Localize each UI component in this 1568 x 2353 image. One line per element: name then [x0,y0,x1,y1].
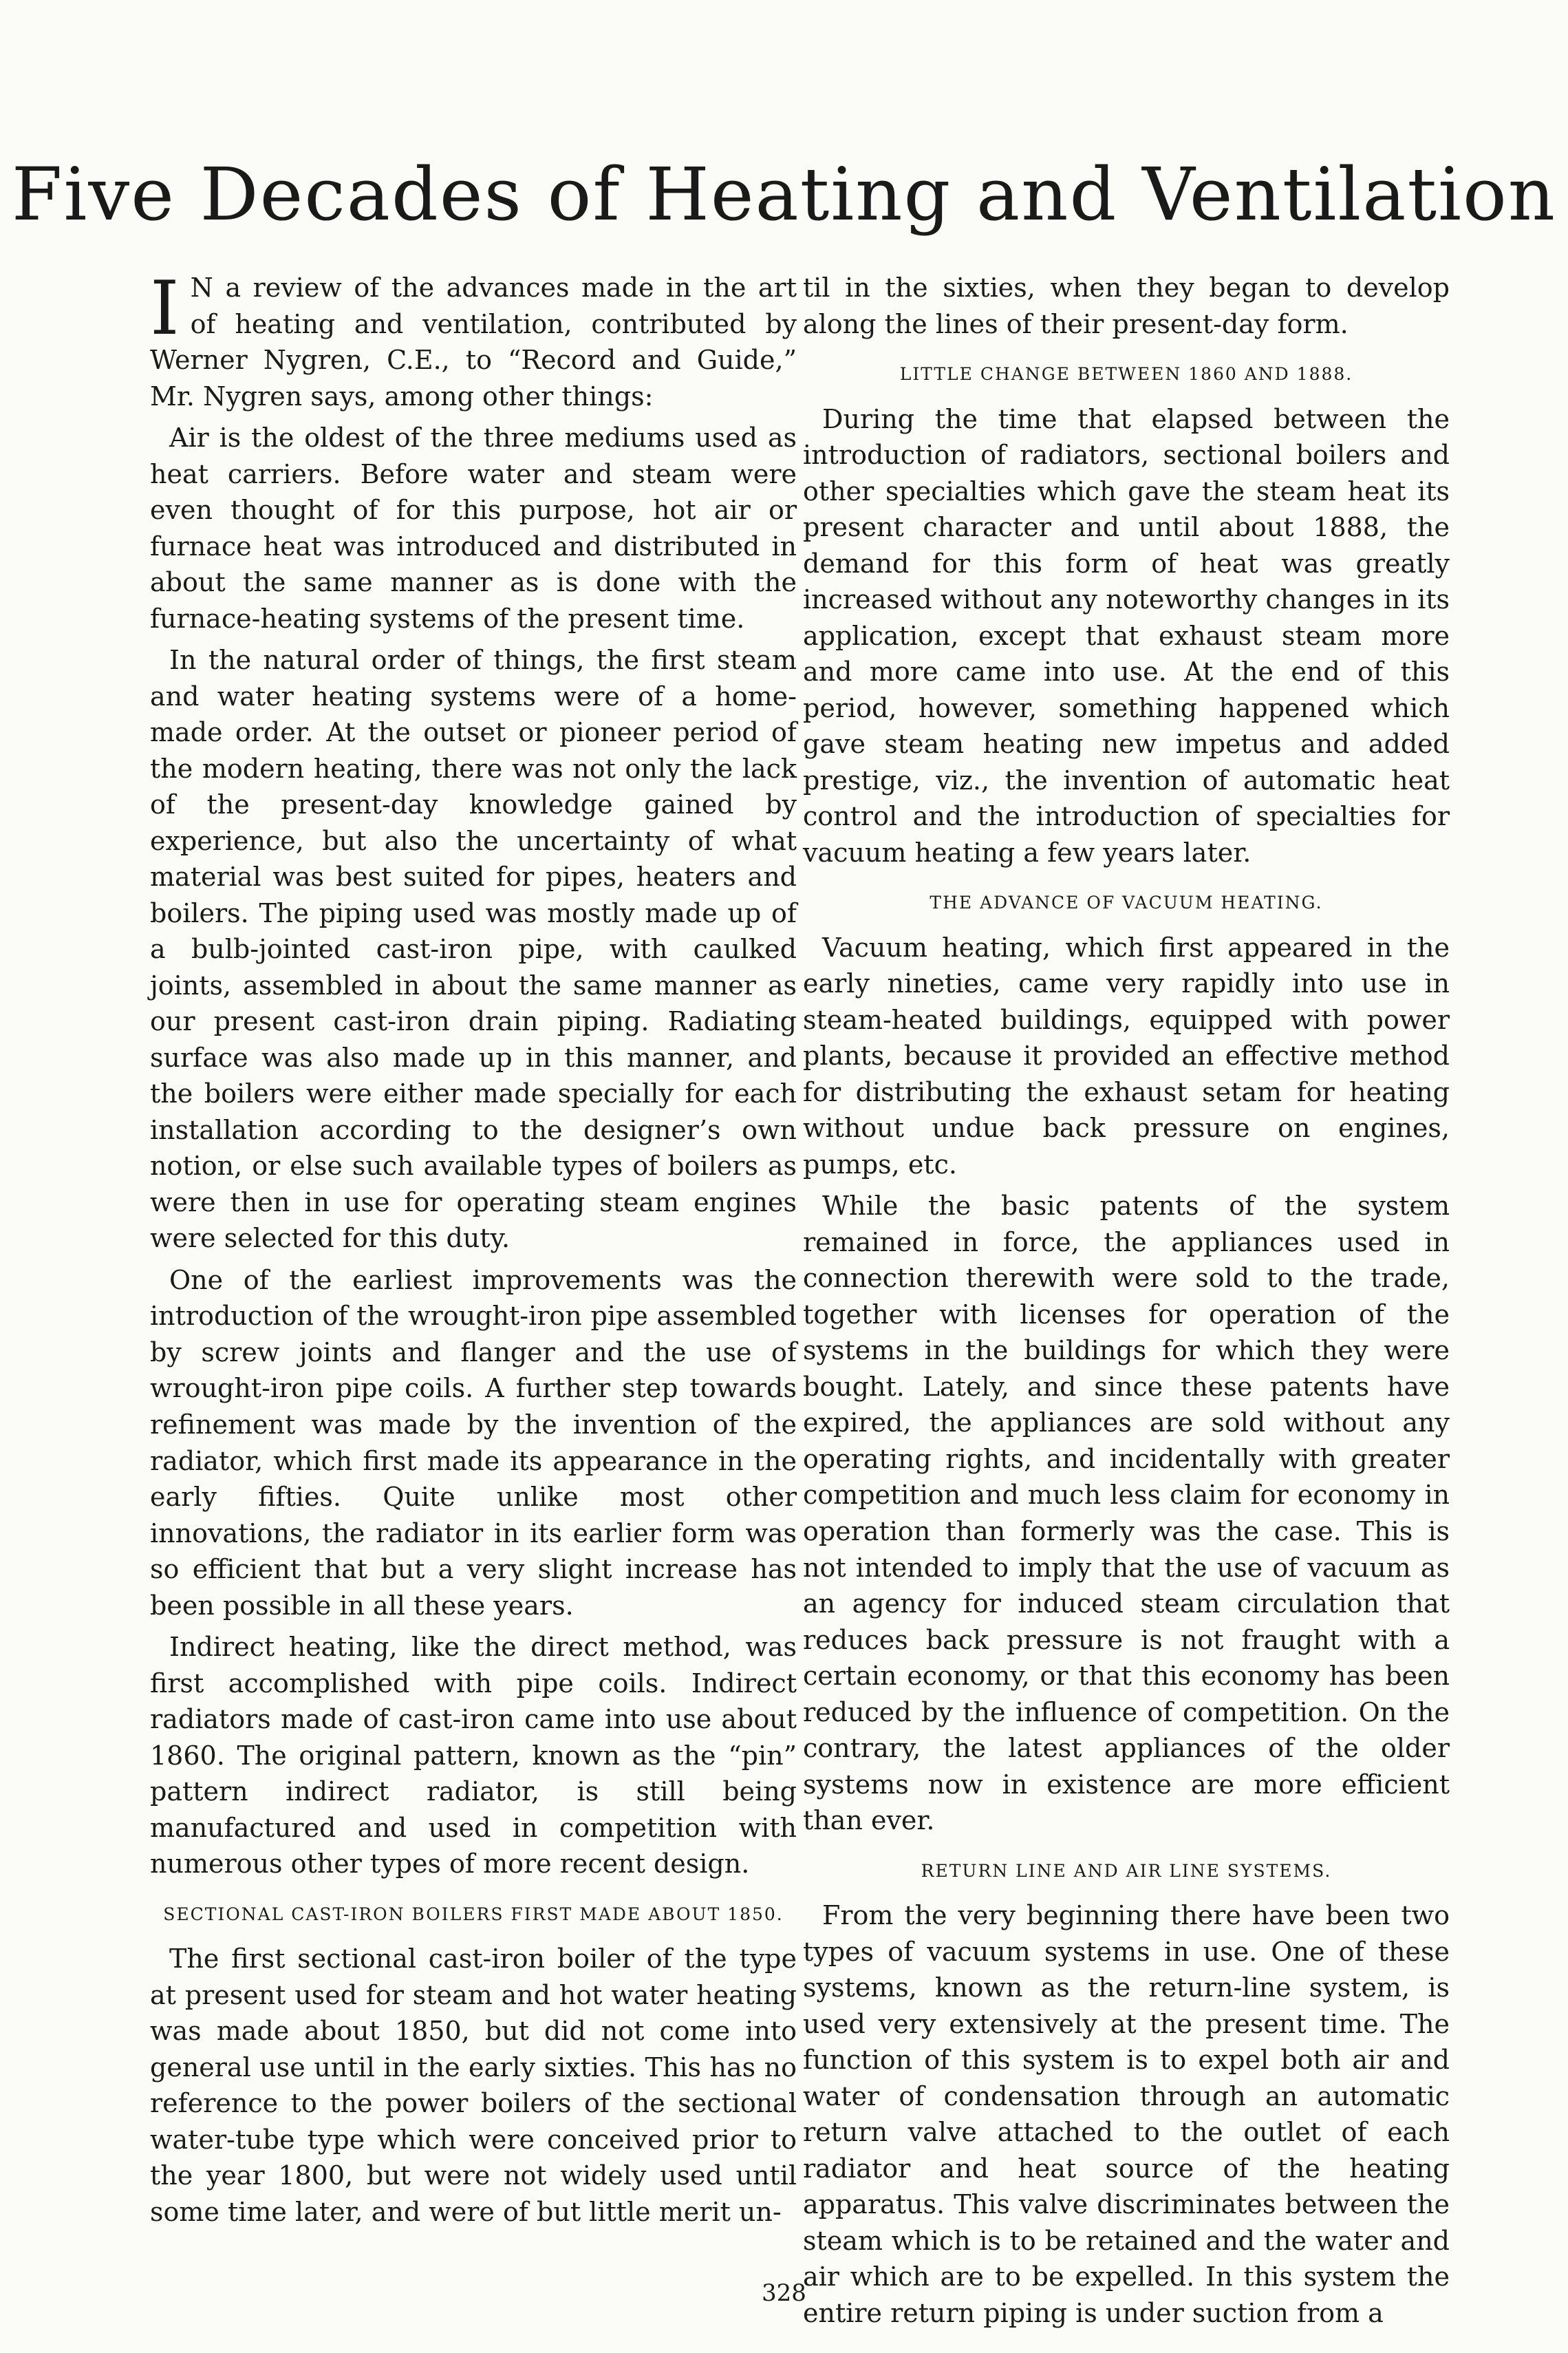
body-paragraph: til in the sixties, when they began to develop along the lines of their present-day form. [803,273,1450,339]
right-column [803,270,1450,2336]
body-paragraph: Indirect heating, like the direct method, was first accomplished with pipe coils. Indirect radiators made of cast-iron came into use about 1860. The original pattern, known as the “pin” pattern indirect radiator, is still being manufactured and used in competition with numerous other types of more recent design. [150,1632,797,1880]
body-paragraph: From the very beginning there have been two types of vacuum systems in use. One of these systems, known as the return-line system, is used very extensively at the present time. The function of this system is to expel both air and water of condensation through an automatic return valve attached to the outlet of each radiator and heat source of the heating apparatus. This valve discriminates between the steam which is to be retained and the water and air which are to be expelled. In this system the entire return piping is under suction from a [803,1900,1450,2328]
body-paragraph: In the natural order of things, the first steam and water heating systems were of a home-made order. At the outset or pioneer period of the modern heating, there was not only the lack of the present-day knowledge gained by experience, but also the uncertainty of what material was best suited for pipes, heaters and boilers. The piping used was mostly made up of a bulb-jointed cast-iron pipe, with caulked joints, assembled in about the same manner as our present cast-iron drain piping. Radiating surface was also made up in this manner, and the boilers were either made specially for each installation according to the designer’s own notion, or else such available types of boilers as were then in use for operating steam engines were selected for this duty. [150,645,797,1254]
section-subhead: SECTIONAL CAST-IRON BOILERS FIRST MADE ABOUT 1850. [163,1904,784,1924]
left-column [150,266,797,2235]
body-paragraph: During the time that elapsed between the introduction of radiators, sectional boilers and other specialties which gave the steam heat its present character and until about 1888, the demand for this form of heat was greatly increased without any noteworthy changes in its application, except that exhaust steam more and more came into use. At the end of this period, however, something happened which gave steam heating new impetus and added prestige, viz., the invention of automatic heat control and the introduction of specialties for vacuum heating a few years later. [803,403,1450,868]
section-subhead: THE ADVANCE OF VACUUM HEATING. [930,893,1323,913]
section-subhead: LITTLE CHANGE BETWEEN 1860 AND 1888. [899,364,1353,385]
article-title: Five Decades of Heating and Ventilation [11,152,1557,237]
drop-cap: I [150,266,180,352]
intro-paragraph [150,266,797,414]
body-paragraph: Air is the oldest of the three mediums used as heat carriers. Before water and steam were even thought of for this purpose, hot air or furnace heat was introduced and distributed in about the same manner as is done with the furnace-heating systems of the present time. [150,423,797,634]
body-paragraph: Vacuum heating, which first appeared in the early nineties, came very rapidly into use in steam-heated buildings, equipped with power plants, because it provided an effective method for distributing the exhaust setam for heating without undue back pressure on engines, pumps, etc. [803,932,1450,1180]
body-paragraph: While the basic patents of the system remained in force, the appliances used in connection therewith were sold to the trade, together with licenses for operation of the systems in the buildings for which they were bought. Lately, and since these patents have expired, the appliances are sold without any operating rights, and incidentally with greater competition and much less claim for economy in operation than formerly was the case. This is not intended to imply that the use of vacuum as an agency for induced steam circulation that reduces back pressure is not fraught with a certain economy, or that this economy has been reduced by the influence of competition. On the contrary, the latest appliances of the older systems now in existence are more efficient than ever. [803,1191,1450,1836]
body-paragraph: One of the earliest improvements was the introduction of the wrought-iron pipe assembled by screw joints and flanger and the use of wrought-iron pipe coils. A further step towards refinement was made by the invention of the radiator, which first made its appearance in the early fifties. Quite unlike most other innovations, the radiator in its earlier form was so efficient that but a very slight increase has been possible in all these years. [150,1264,797,1621]
page-number: 328 [762,2279,806,2307]
section-subhead: RETURN LINE AND AIR LINE SYSTEMS. [921,1860,1332,1881]
intro-text: N a review of the advances made in the art of heating and ventilation, contributed by Werner Nygren, C.E., to “Record and Guide,” Mr. Nygren says, among other things: [150,273,797,412]
body-paragraph: The first sectional cast-iron boiler of the type at present used for steam and hot water heating was made about 1850, but did not come into general use until in the early sixties. This has no reference to the power boilers of the sectional water-tube type which were conceived prior to the year 1800, but were not widely used until some time later, and were of but little merit un- [150,1944,797,2227]
